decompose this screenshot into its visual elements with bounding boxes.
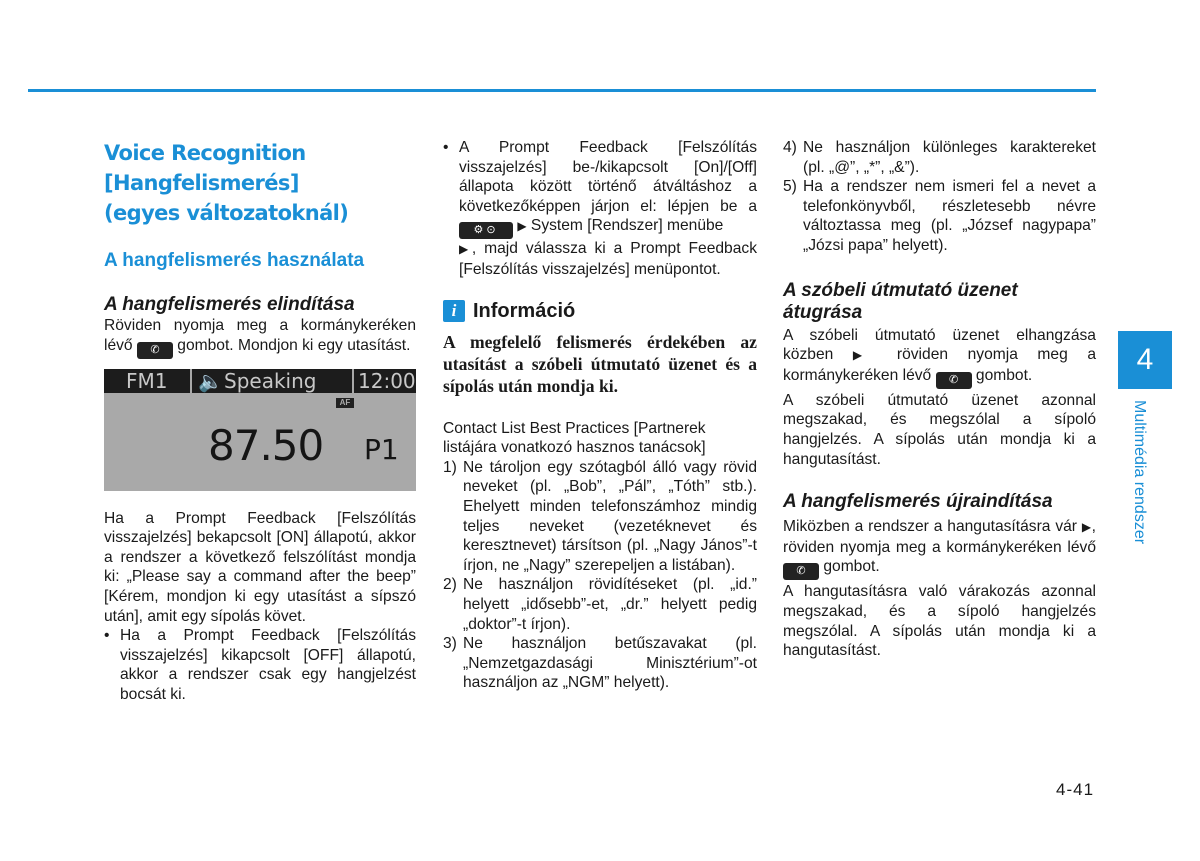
triangle-right-icon: ▶ (517, 219, 527, 234)
info-title: Információ (473, 299, 576, 322)
divider (190, 369, 192, 393)
text: , röviden nyomja meg a kormánykeréken lévő (783, 518, 1096, 556)
text: , majd válassza ki a Prompt Feedback [Felszólítás visszajelzés] menüpontot. (459, 240, 757, 278)
page-title (104, 138, 416, 228)
bullet: • (104, 627, 110, 645)
bullet: • (443, 139, 449, 156)
numbered-list (783, 138, 1096, 256)
page-number: 4-41 (1056, 780, 1095, 799)
text: Ha a rendszer nem ismeri fel a nevet a telefonkönyvből, részletesebb névre változtassa meg (pl. „József nagypapa” „Józsi papa” helyett). (803, 178, 1096, 254)
radio-frequency: 87.50 (208, 420, 324, 470)
text: gombot. (975, 366, 1033, 384)
text: Ne használjon betűszavakat (pl. „Nemzetgazdasági Minisztérium”-ot használjon az „NGM” helyett). (463, 635, 757, 692)
text: Röviden nyomja meg a kormánykeréken lévő (104, 317, 416, 354)
text: Ne tároljon egy szótagból álló vagy rövid neveket (pl. „Bob”, „Pál”, „Tóth” stb.). Ehelyett minden telefonszámhoz mindig teljes neveket (vezetéknevet és keresztnevet) társítson (pl. „Nagy János”-t írjon, ne „Nagy” szerepeljen a listában). (463, 458, 757, 574)
info-heading (443, 300, 757, 323)
setup-icon: ⚙⊙ (459, 222, 513, 239)
paragraph-restart-2: A hangutasításra való várakozás azonnal megszakad, és a sípoló hangjelzés megszólal. A sípolás után mondja ki a hangutasítást. (783, 583, 1096, 660)
chapter-tab: 4 (1118, 331, 1172, 389)
paragraph-start (104, 316, 416, 359)
radio-band: FM1 (126, 368, 168, 393)
radio-status: Speaking (224, 368, 317, 393)
list-item (783, 177, 1096, 255)
item-number: 4) (783, 139, 797, 156)
item-number: 5) (783, 178, 797, 196)
list-item (443, 634, 757, 693)
chapter-label-text: Multimédia rendszer (1131, 400, 1148, 545)
radio-time: 12:00 (358, 368, 416, 393)
item-number: 2) (443, 576, 457, 594)
title-line: (egyes változatoknál) (104, 201, 349, 225)
list-item (443, 458, 757, 576)
speaker-icon: 🔈 (198, 368, 223, 393)
paragraph-skip-2: A szóbeli útmutató üzenet azonnal megszakad, és megszólal a sípoló hangjelzés. A sípolás után mondja ki a hangutasítást. (783, 391, 1096, 468)
heading-skip: A szóbeli útmutató üzenet átugrása (783, 279, 1018, 323)
voice-talk-icon: ✆ (783, 563, 819, 580)
text: Ne használjon különleges karaktereket (pl. „@”, „*”, „&”). (803, 139, 1096, 176)
list-item (443, 138, 757, 280)
chapter-label (1130, 400, 1154, 560)
triangle-right-icon: ▶ (852, 348, 878, 363)
divider (352, 369, 354, 393)
triangle-right-icon: ▶ (1081, 520, 1092, 535)
heading-start: A hangfelismerés elindítása (104, 294, 355, 315)
paragraph-feedback: Ha a Prompt Feedback [Felszólítás visszajelzés] bekapcsolt [ON] állapotú, akkor a rendszer a következő felszólítást mondja ki: „Please say a command after the beep” [Kérem, mondjon ki egy utasítást a sípszó után], amit egy sípolás követ. (104, 509, 416, 625)
voice-talk-icon: ✆ (137, 342, 173, 359)
voice-talk-icon: ✆ (936, 372, 972, 389)
text: Ne használjon rövidítéseket (pl. „id.” helyett „idősebb”-et, „dr.” helyett pedig „doktor”-t írjon). (463, 576, 757, 633)
column-right (783, 138, 1096, 661)
radio-preset: P1 (364, 432, 399, 466)
list-item (104, 626, 416, 704)
item-number: 3) (443, 635, 457, 653)
info-body: A megfelelő felismerés érdekében az utasítást a szóbeli útmutató üzenet és a sípolás után mondja ki. (443, 331, 757, 396)
info-icon: i (443, 300, 465, 322)
list-item (783, 138, 1096, 177)
header-rule (28, 89, 1096, 92)
af-badge: AF (336, 398, 354, 408)
text: gombot. (823, 558, 880, 576)
bullet-list (443, 138, 757, 280)
section-subtitle: A hangfelismerés használata (104, 250, 365, 271)
text: Ha a Prompt Feedback [Felszólítás visszajelzés] kikapcsolt [OFF] állapotú, akkor a rendszer csak egy hangjelzést bocsát ki. (120, 627, 416, 703)
text: System [Rendszer] menübe (530, 217, 724, 235)
column-middle (443, 138, 757, 693)
paragraph-skip (783, 326, 1096, 389)
column-left (104, 138, 416, 705)
contacts-title: Contact List Best Practices [Partnerek listájára vonatkozó hasznos tanácsok] (443, 419, 706, 457)
text: Miközben a rendszer a hangutasításra vár (783, 518, 1077, 536)
triangle-right-icon: ▶ (459, 242, 472, 257)
list-item (443, 575, 757, 634)
item-number: 1) (443, 458, 457, 476)
text: A Prompt Feedback [Felszólítás visszajelzés] be-/kikapcsolt [On]/[Off] állapota között történő átváltáshoz a következőképpen járjon el: lépjen be a (459, 139, 757, 215)
bullet-list (104, 626, 416, 704)
paragraph-restart (783, 517, 1096, 580)
text: A szóbeli útmutató üzenet elhangzása közben (783, 326, 1096, 364)
numbered-list (443, 458, 757, 693)
radio-display-image (104, 369, 416, 491)
title-line: Voice Recognition (104, 141, 306, 165)
text: gombot. Mondjon ki egy utasítást. (177, 336, 411, 354)
title-line: [Hangfelismerés] (104, 171, 299, 195)
text: röviden nyomja meg a kormánykeréken lévő (783, 346, 1096, 384)
heading-restart: A hangfelismerés újraindítása (783, 491, 1053, 513)
